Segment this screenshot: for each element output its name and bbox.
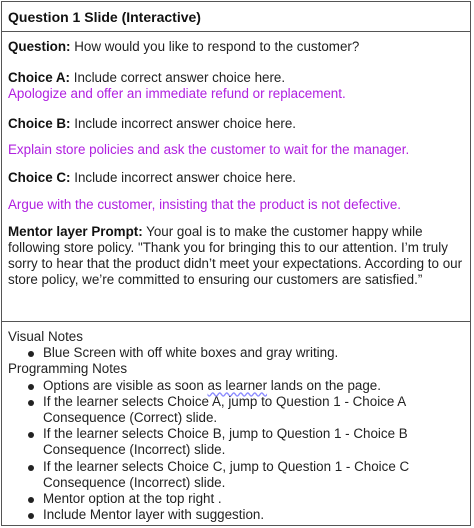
choice-c-answer: Argue with the customer, insisting that the product is not defective.	[8, 197, 402, 212]
question-label: Question:	[8, 39, 71, 54]
programming-notes-list	[8, 378, 464, 524]
list-item: If the learner selects Choice B, jump to Question 1 - Choice B Consequence (Incorrect) slide.	[8, 426, 464, 458]
spellcheck-underline: as learner	[207, 377, 268, 393]
choice-c-label-line	[8, 170, 464, 186]
question-line	[8, 39, 464, 55]
bullet-icon	[28, 351, 34, 357]
choice-b-label: Choice B:	[8, 116, 71, 131]
mentor-text: Your goal is to make the customer happy while following store policy. "Thank you for bringing this to our attention. I’m truly sorry to hear that the product didn’t meet your expectations. According to our store policy, we’re committed to ensuring our customers are satisfied.”	[8, 224, 463, 287]
choice-a-label: Choice A:	[8, 70, 70, 85]
list-item: Mentor option at the top right .	[8, 491, 464, 507]
list-item: Include Mentor layer with suggestion.	[8, 507, 464, 523]
choice-a-answer: Apologize and offer an immediate refund or replacement.	[8, 86, 346, 101]
programming-notes-heading: Programming Notes	[8, 361, 128, 377]
mentor-label: Mentor layer Prompt:	[8, 224, 143, 239]
slide-spec-table	[1, 1, 471, 526]
choice-b-answer: Explain store policies and ask the customer to wait for the manager.	[8, 142, 410, 157]
choice-c-label: Choice C:	[8, 170, 71, 185]
notes-block	[8, 329, 464, 523]
list-item: If the learner selects Choice C, jump to Question 1 - Choice C Consequence (Incorrect) slide.	[8, 459, 464, 491]
bullet-icon	[28, 465, 34, 471]
choice-a-block	[8, 70, 464, 102]
visual-notes-heading: Visual Notes	[8, 329, 83, 344]
bullet-icon	[28, 513, 34, 519]
list-item: Blue Screen with off white boxes and gray writing.	[8, 345, 464, 361]
bullet-icon	[28, 384, 34, 390]
notes-row	[2, 322, 470, 525]
choice-b-label-line	[8, 116, 464, 132]
mentor-prompt	[8, 224, 464, 288]
choice-b-placeholder: Include incorrect answer choice here.	[70, 116, 297, 131]
list-item: If the learner selects Choice A, jump to Question 1 - Choice A Consequence (Correct) slide.	[8, 394, 464, 426]
choice-c-placeholder: Include incorrect answer choice here.	[70, 170, 297, 185]
visual-notes-list	[8, 345, 464, 361]
bullet-icon	[28, 497, 34, 503]
content-row	[2, 32, 470, 322]
bullet-icon	[28, 432, 34, 438]
bullet-icon	[28, 400, 34, 406]
slide-title: Question 1 Slide (Interactive)	[8, 9, 201, 25]
choice-a-placeholder: Include correct answer choice here.	[70, 70, 286, 85]
question-text: How would you like to respond to the customer?	[70, 39, 360, 54]
header-row	[2, 2, 470, 32]
list-item: Options are visible as soon as learner lands on the page.	[8, 378, 464, 394]
